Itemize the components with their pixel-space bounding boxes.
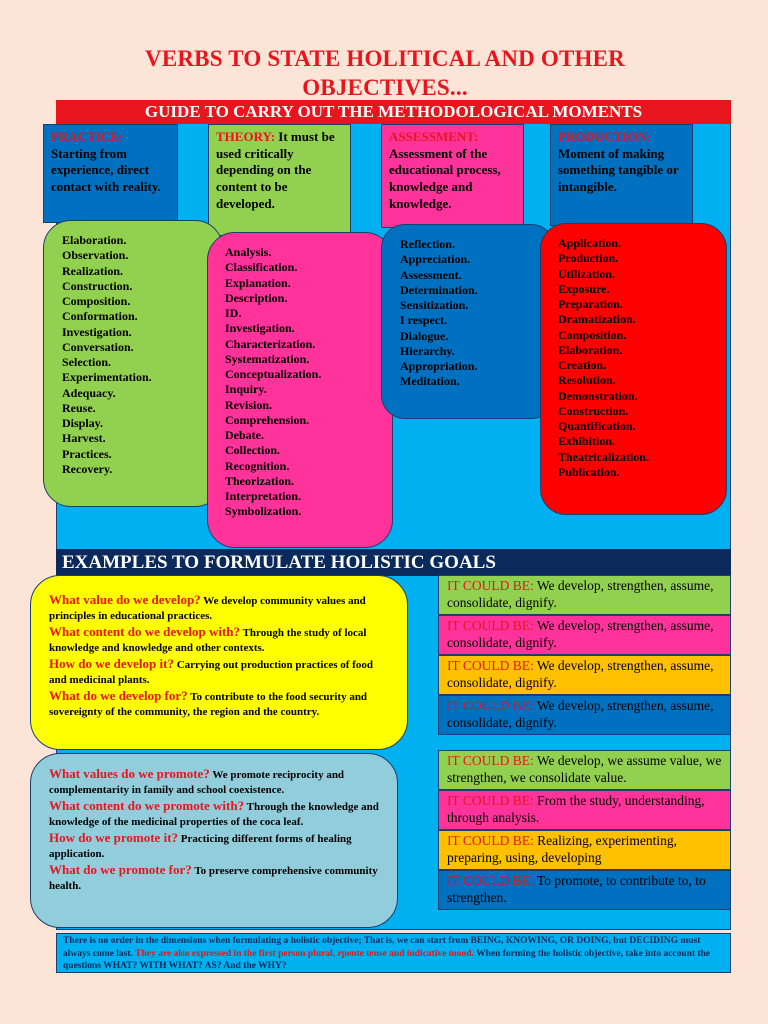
verb-item: Harvest. xyxy=(62,431,106,446)
verb-item: Demonstration. xyxy=(558,388,638,403)
verb-item: Dialogue. xyxy=(400,328,449,343)
practice-moment-text: Starting from experience, direct contact with reality. xyxy=(51,145,161,195)
verb-item: Elaboration. xyxy=(558,342,623,357)
verb-item: Recovery. xyxy=(62,461,113,476)
verb-item: Sensitization. xyxy=(400,298,469,312)
it-could-be-text: To promote, to contribute to, to strengthen. xyxy=(447,873,706,905)
verb-item: Observation. xyxy=(62,248,129,263)
verb-item: Reflection. xyxy=(400,237,455,251)
verb-item: Reuse. xyxy=(62,400,96,415)
verb-item: Symbolization. xyxy=(225,504,302,519)
verb-item: Conceptualization. xyxy=(225,367,322,381)
production-moment-label: PRODUCTION: xyxy=(558,129,652,144)
practice-moment-label: PRACTICE: xyxy=(51,129,124,144)
guide-banner: GUIDE TO CARRY OUT THE METHODOLOGICAL MOMENTS xyxy=(56,100,731,124)
verb-item: I respect. xyxy=(400,313,448,328)
verb-item: Display. xyxy=(62,416,104,430)
question-text: What content do we promote with? xyxy=(49,798,245,813)
verb-item: Exhibition. xyxy=(558,434,616,449)
question-answer xyxy=(49,688,393,720)
production-moment-text: Moment of making something tangible or intangible. xyxy=(558,145,679,195)
verb-item: Theorization. xyxy=(225,473,294,488)
it-could-be-label: IT COULD BE: xyxy=(447,698,534,713)
verb-item: Revision. xyxy=(225,397,273,412)
verb-item: Construction. xyxy=(558,403,629,418)
verb-item: Description. xyxy=(225,290,288,305)
verb-item: Construction. xyxy=(62,278,133,293)
verb-item: Debate. xyxy=(225,428,264,442)
answer-text: To preserve comprehensive community health. xyxy=(49,865,378,892)
assessment-verbs-box xyxy=(381,224,555,419)
verb-item: Meditation. xyxy=(400,374,460,389)
answer-text: To contribute to the food security and sovereignty of the community, the region and the country. xyxy=(49,691,368,718)
verb-item: Recognition. xyxy=(225,458,290,473)
footer-note xyxy=(56,933,731,973)
verb-item: Preparation. xyxy=(558,297,623,311)
question-answer xyxy=(49,592,393,624)
verb-item: Interpretation. xyxy=(225,489,302,503)
it-could-be-box xyxy=(438,830,731,870)
practice-moment-box xyxy=(43,124,178,223)
it-could-be-text: We develop, strengthen, assume, consolidate, dignify. xyxy=(447,618,714,650)
it-could-be-label: IT COULD BE: xyxy=(447,833,534,848)
production-verbs-list xyxy=(558,236,726,480)
verb-item: Application. xyxy=(558,236,622,250)
verb-item: Exposure. xyxy=(558,281,610,296)
it-could-be-text: We develop, strengthen, assume, consolidate, dignify. xyxy=(447,578,714,610)
verb-item: Systematization. xyxy=(225,351,310,366)
it-could-be-label: IT COULD BE: xyxy=(447,753,534,768)
question-answer xyxy=(49,862,383,894)
verb-item: Appreciation. xyxy=(400,252,471,267)
verb-item: Appropriation. xyxy=(400,359,478,373)
verb-item: Classification. xyxy=(225,260,298,275)
verb-item: Investigation. xyxy=(62,324,132,339)
verb-item: Assessment. xyxy=(400,267,462,282)
question-answer xyxy=(49,798,383,830)
footer-line-3: When forming the holistic objective, take into account the questions WHAT? WITH WHAT? AS? And the WHY? xyxy=(63,948,711,971)
verb-item: Quantification. xyxy=(558,419,636,433)
question-answer xyxy=(49,830,383,862)
verb-item: Elaboration. xyxy=(62,233,127,247)
practice-verbs-box xyxy=(43,220,223,507)
footer-line-2: They are also expressed in the first person plural, rpente tense and indicative mood. xyxy=(135,948,474,959)
develop-questions-list xyxy=(49,592,393,720)
it-could-be-text: From the study, understanding, through analysis. xyxy=(447,793,705,825)
it-could-be-label: IT COULD BE: xyxy=(447,618,534,633)
answer-text: Through the knowledge and knowledge of the medicinal properties of the coca leaf. xyxy=(49,801,379,828)
it-could-be-label: IT COULD BE: xyxy=(447,873,534,888)
it-could-be-box xyxy=(438,615,731,655)
it-could-be-box xyxy=(438,655,731,695)
verb-item: Inquiry. xyxy=(225,382,267,397)
it-could-be-box xyxy=(438,575,731,615)
verb-item: Composition. xyxy=(558,327,627,342)
question-text: What do we develop for? xyxy=(49,688,188,703)
verb-item: Conversation. xyxy=(62,339,134,354)
develop-questions-box xyxy=(30,575,408,750)
answer-text: We promote reciprocity and complementarity in family and school coexistence. xyxy=(49,769,345,796)
it-could-be-box xyxy=(438,695,731,735)
verb-item: Adequacy. xyxy=(62,385,116,400)
verb-item: Investigation. xyxy=(225,321,295,336)
question-text: What value do we develop? xyxy=(49,592,201,607)
verb-item: Conformation. xyxy=(62,309,138,324)
title-line-1: VERBS TO STATE HOLITICAL AND OTHER xyxy=(145,46,625,71)
verb-item: Comprehension. xyxy=(225,412,310,427)
title-line-2: OBJECTIVES... xyxy=(302,75,468,100)
question-text: How do we promote it? xyxy=(49,830,179,845)
verb-item: Collection. xyxy=(225,443,280,458)
it-could-be-text: We develop, strengthen, assume, consolidate, dignify. xyxy=(447,698,714,730)
assessment-moment-label: ASSESSMENT: xyxy=(389,129,479,144)
verb-item: ID. xyxy=(225,306,242,320)
verb-item: Utilization. xyxy=(558,266,615,281)
theory-verbs-list xyxy=(225,245,392,520)
verb-item: Experimentation. xyxy=(62,370,152,385)
footer-line-1: There is no order in the dimensions when formulating a holistic objective; That is, we can start from BEING, KNOWING, OR DOING, but DECIDING must always come last. xyxy=(63,936,701,959)
practice-verbs-list xyxy=(62,233,222,477)
production-verbs-box xyxy=(540,223,727,515)
theory-verbs-box xyxy=(207,232,393,548)
answer-text: Carrying out production practices of food and medicinal plants. xyxy=(49,659,373,686)
it-could-be-label: IT COULD BE: xyxy=(447,578,534,593)
verb-item: Composition. xyxy=(62,294,131,308)
it-could-be-text: We develop, we assume value, we strengthen, we consolidate value. xyxy=(447,753,722,785)
theory-moment-box xyxy=(208,124,351,236)
theory-moment-label: THEORY: xyxy=(216,129,276,144)
question-text: How do we develop it? xyxy=(49,656,174,671)
verb-item: Hierarchy. xyxy=(400,343,455,358)
assessment-verbs-list xyxy=(400,237,554,390)
question-answer xyxy=(49,766,383,798)
verb-item: Realization. xyxy=(62,263,123,278)
it-could-be-box xyxy=(438,750,731,790)
verb-item: Production. xyxy=(558,251,619,266)
question-answer xyxy=(49,624,393,656)
answer-text: Practicing different forms of healing application. xyxy=(49,833,352,860)
it-could-be-text: We develop, strengthen, assume, consolidate, dignify. xyxy=(447,658,714,690)
verb-item: Creation. xyxy=(558,358,607,372)
promote-questions-box xyxy=(30,753,398,928)
verb-item: Resolution. xyxy=(558,373,616,388)
question-text: What content do we develop with? xyxy=(49,624,241,639)
verb-item: Characterization. xyxy=(225,336,316,351)
verb-item: Selection. xyxy=(62,355,111,369)
it-could-be-box xyxy=(438,790,731,830)
it-could-be-text: Realizing, experimenting, preparing, using, developing xyxy=(447,833,677,865)
verb-item: Analysis. xyxy=(225,245,272,259)
assessment-moment-text: Assessment of the educational process, knowledge and knowledge. xyxy=(389,145,501,211)
promote-questions-list xyxy=(49,766,383,894)
verb-item: Determination. xyxy=(400,282,478,297)
page-title xyxy=(60,44,710,102)
answer-text: We develop community values and principles in educational practices. xyxy=(49,595,366,622)
it-could-be-label: IT COULD BE: xyxy=(447,658,534,673)
verb-item: Practices. xyxy=(62,446,112,461)
question-text: What values do we promote? xyxy=(49,766,210,781)
production-moment-box xyxy=(550,124,693,226)
theory-moment-text: It must be used critically depending on the content to be developed. xyxy=(216,129,335,211)
verb-item: Publication. xyxy=(558,464,620,479)
assessment-moment-box xyxy=(381,124,524,228)
it-could-be-label: IT COULD BE: xyxy=(447,793,534,808)
it-could-be-box xyxy=(438,870,731,910)
verb-item: Explanation. xyxy=(225,275,291,290)
question-text: What do we promote for? xyxy=(49,862,192,877)
verb-item: Dramatization. xyxy=(558,312,636,327)
examples-banner: EXAMPLES TO FORMULATE HOLISTIC GOALS xyxy=(56,549,731,576)
answer-text: Through the study of local knowledge and knowledge and other contexts. xyxy=(49,627,367,654)
question-answer xyxy=(49,656,393,688)
verb-item: Theatricalization. xyxy=(558,449,649,464)
